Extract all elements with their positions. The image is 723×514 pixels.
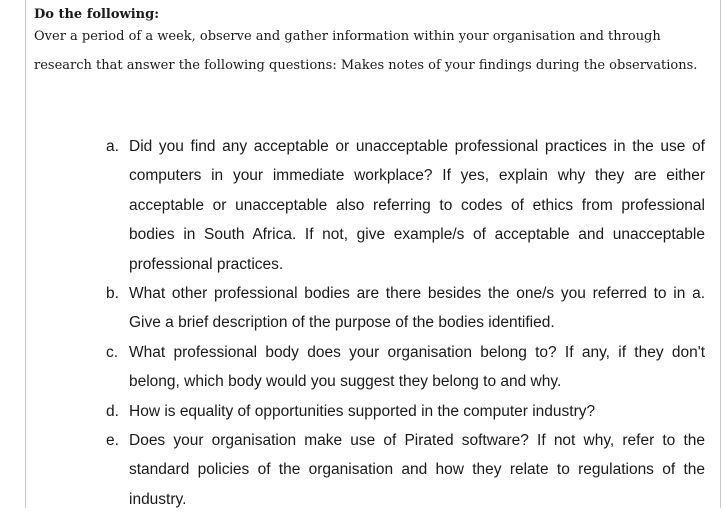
question-text: Does your organisation make use of Pirated software? If not why, refer to the standard policies of the organisation and how they relate to regulations of the industry. bbox=[129, 432, 705, 508]
question-text: What other professional bodies are there besides the one/s you referred to in a. Give a brief description of the purpose of the bodies identified. bbox=[129, 285, 705, 332]
question-marker: d. bbox=[106, 402, 119, 420]
question-item bbox=[0, 132, 705, 279]
question-marker: a. bbox=[106, 138, 119, 155]
question-marker: c. bbox=[106, 343, 119, 361]
question-item bbox=[0, 338, 705, 397]
question-text: What professional body does your organisation belong to? If any, if they don't belong, which body would you suggest they belong to and why. bbox=[129, 343, 705, 391]
question-item bbox=[0, 397, 705, 426]
question-marker: e. bbox=[106, 432, 119, 450]
intro-text: Over a period of a week, observe and gather information within your organisation and through research that answer the following questions: Makes notes of your findings during the observations. bbox=[34, 29, 698, 73]
question-marker: b. bbox=[106, 285, 119, 303]
question-list bbox=[0, 132, 723, 514]
section-heading: Do the following: bbox=[34, 7, 160, 22]
question-item bbox=[0, 279, 705, 338]
question-item bbox=[0, 426, 705, 514]
question-text: Did you find any acceptable or unacceptable professional practices in the use of computers in your immediate workplace? If yes, explain why they are either acceptable or unacceptable also referring to codes of ethics from professional bodies in South Africa. If not, give example/s of acceptable and unacceptable professional practices. bbox=[129, 138, 705, 273]
question-text: How is equality of opportunities supported in the computer industry? bbox=[129, 402, 596, 420]
intro-paragraph bbox=[34, 23, 704, 80]
